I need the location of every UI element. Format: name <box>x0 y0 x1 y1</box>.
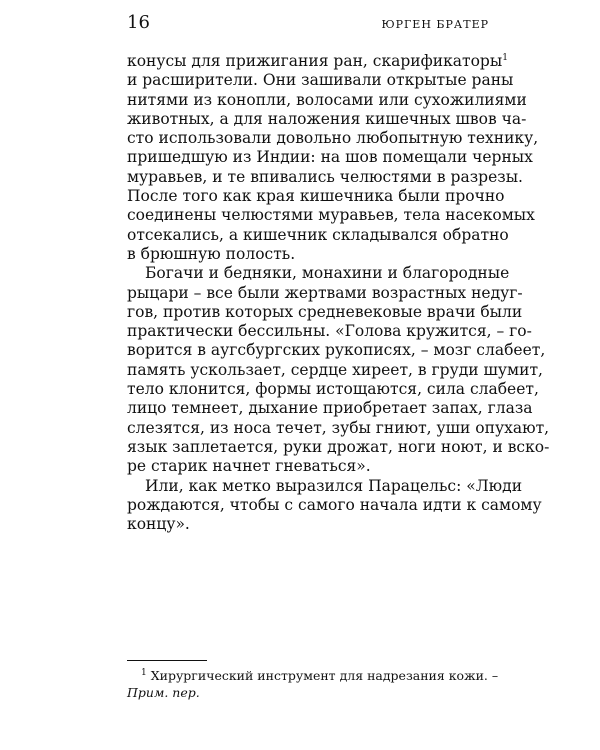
text-line: отсекались, а кишечник складывался обратно <box>127 225 509 244</box>
text-line: ре старик начнет гневаться». <box>127 457 371 476</box>
body-text <box>127 52 550 534</box>
text-line: конусы для прижигания ран, скарификаторы$^1$ <box>127 52 508 70</box>
translator-note: Прим. пер. <box>127 685 200 700</box>
text-line: слезятся, из носа течет, зубы гниют, уши опухают, <box>127 418 550 437</box>
text-line: концу». <box>127 515 190 534</box>
text-line: практически бессильны. «Голова кружится, – го- <box>127 322 532 341</box>
text-line: рыцари – все были жертвами возрастных недуг- <box>127 283 523 302</box>
text-line: в брюшную полость. <box>127 244 296 263</box>
text-line: рождаются, чтобы с самого начала идти к самому <box>127 495 542 514</box>
text-line: лицо темнеет, дыхание приобретает запах, глаза <box>127 399 533 418</box>
footnote-divider <box>127 660 207 661</box>
text-line: Или, как метко выразился Парацельс: «Люди <box>145 476 523 495</box>
text-line: сто использовали довольно любопытную технику, <box>127 129 539 148</box>
footnote <box>127 667 499 701</box>
footnote-line <box>127 667 499 684</box>
text-line: Богачи и бедняки, монахини и благородные <box>145 264 510 283</box>
text-line: нитями из конопли, волосами или сухожилиями <box>127 90 527 109</box>
footnote-marker: 1 <box>141 667 147 678</box>
text-line: После того как края кишечника были прочно <box>127 187 505 206</box>
footnote-reference: 1 <box>502 52 508 63</box>
text-line: память ускользает, сердце хиреет, в груди шумит, <box>127 360 543 379</box>
text-line: и расширители. Они зашивали открытые раны <box>127 71 514 90</box>
text-line: язык заплетается, руки дрожат, ноги ноют, и вско- <box>127 437 550 456</box>
text-line: ворится в аугсбургских рукописях, – мозг слабеет, <box>127 341 546 360</box>
text-line: тело клонится, формы истощаются, сила слабеет, <box>127 380 539 399</box>
text-line: гов, против которых средневековые врачи были <box>127 302 523 321</box>
text-line: муравьев, и те впивались челюстями в разрезы. <box>127 167 523 186</box>
text-line: пришедшую из Индии: на шов помещали черных <box>127 148 533 167</box>
page-header <box>127 12 489 36</box>
footnote-text: Хирургический инструмент для надрезания кожи. – <box>150 668 499 683</box>
text-line: животных, а для наложения кишечных швов ча- <box>127 109 527 128</box>
running-head-author: ЮРГЕН БРАТЕР <box>381 18 489 31</box>
page-number: 16 <box>127 12 150 33</box>
text-line: соединены челюстями муравьев, тела насекомых <box>127 206 535 225</box>
